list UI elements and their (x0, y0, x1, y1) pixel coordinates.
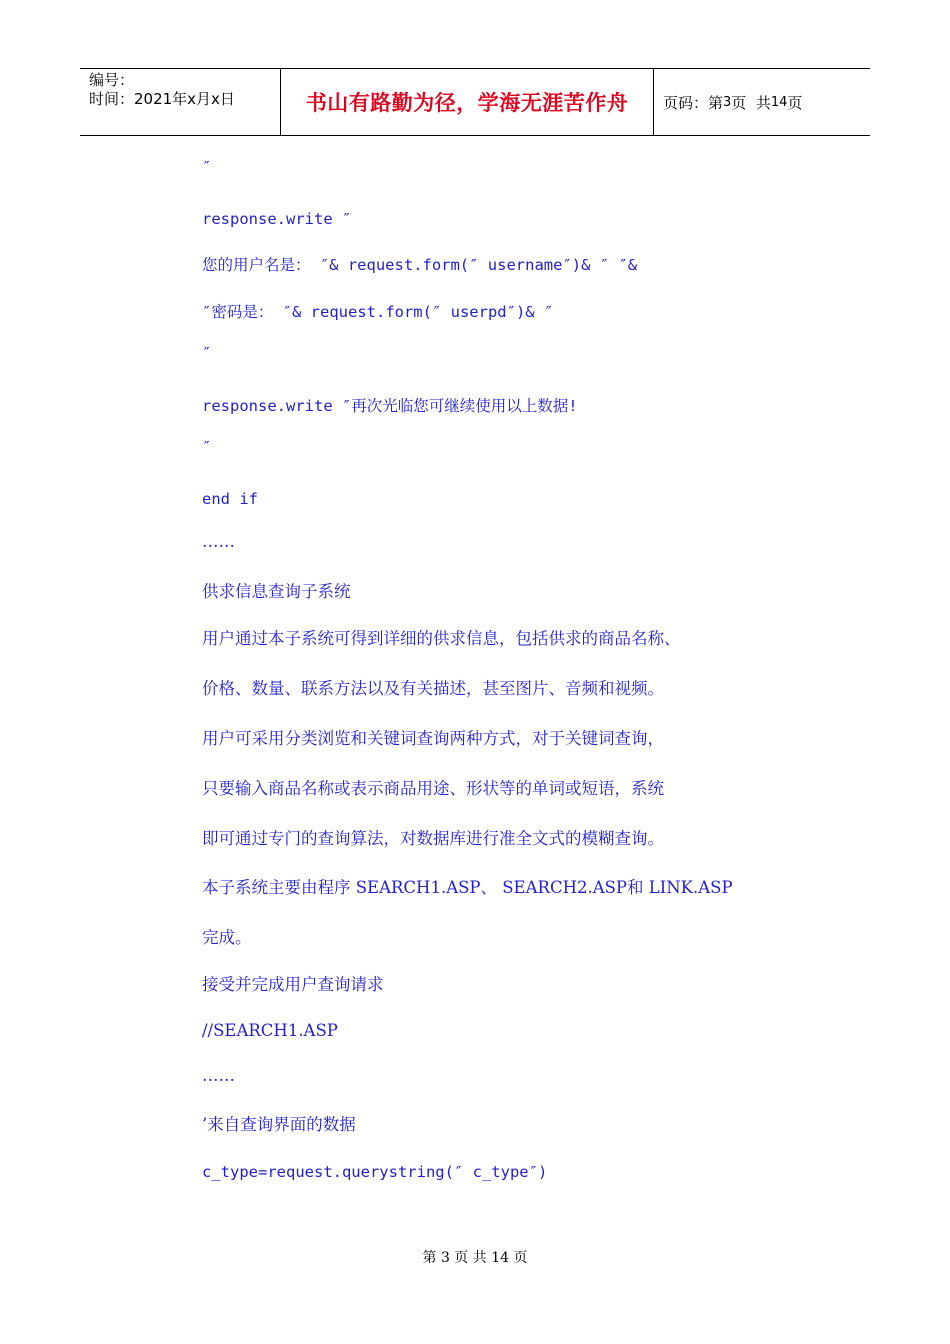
code-line: ″ (202, 344, 212, 362)
page-total: 14 (770, 94, 788, 110)
paragraph-line: 用户可采用分类浏览和关键词查询两种方式，对于关键词查询， (202, 729, 664, 748)
header-page-indicator (654, 69, 870, 135)
paragraph-line: 价格、数量、联系方法以及有关描述，甚至图片、音频和视频。 (202, 679, 664, 698)
paragraph-line: 完成。 (202, 928, 252, 947)
page-suffix: 页 (787, 93, 803, 112)
date-line: 时间：2021年x月x日 (89, 90, 235, 108)
code-line: c_type=request.querystring(″ c_type″) (202, 1163, 548, 1181)
ellipsis-line: …… (202, 532, 235, 551)
paragraph-line: 只要输入商品名称或表示商品用途、形状等的单词或短语，系统 (202, 779, 664, 798)
header-motto: 书山有路勤为径，学海无涯苦作舟 (281, 69, 654, 135)
paragraph-line: 本子系统主要由程序 SEARCH1.ASP、 SEARCH2.ASP和 LINK.ASP (202, 878, 733, 897)
code-line: end if (202, 490, 258, 508)
code-line: ″ (202, 438, 212, 456)
page-current: 3 (723, 94, 732, 110)
section-heading: 接受并完成用户查询请求 (202, 975, 384, 994)
section-heading: 供求信息查询子系统 (202, 582, 351, 601)
page-prefix: 页码：第 (663, 93, 724, 112)
code-comment-line: ’来自查询界面的数据 (202, 1115, 356, 1134)
code-line: ″ (202, 158, 212, 176)
code-line: response.write ″ (202, 210, 352, 228)
code-line: response.write ″再次光临您可继续使用以上数据! (202, 397, 578, 415)
page-header (80, 68, 870, 136)
header-info-cell (80, 69, 281, 135)
code-comment-line: //SEARCH1.ASP (202, 1021, 338, 1040)
code-line: 您的用户名是： ″& request.form(″ username″)& ″ ″& (202, 256, 638, 274)
paragraph-line: 即可通过专门的查询算法，对数据库进行准全文式的模糊查询。 (202, 829, 664, 848)
serial-number-label: 编号： (89, 71, 135, 89)
page-mid: 页 共 (731, 93, 771, 112)
page-footer: 第 3 页 共 14 页 (422, 1250, 528, 1266)
code-line: ″密码是： ″& request.form(″ userpd″)& ″ (202, 303, 554, 321)
ellipsis-line: …… (202, 1066, 235, 1085)
paragraph-line: 用户通过本子系统可得到详细的供求信息，包括供求的商品名称、 (202, 629, 681, 648)
